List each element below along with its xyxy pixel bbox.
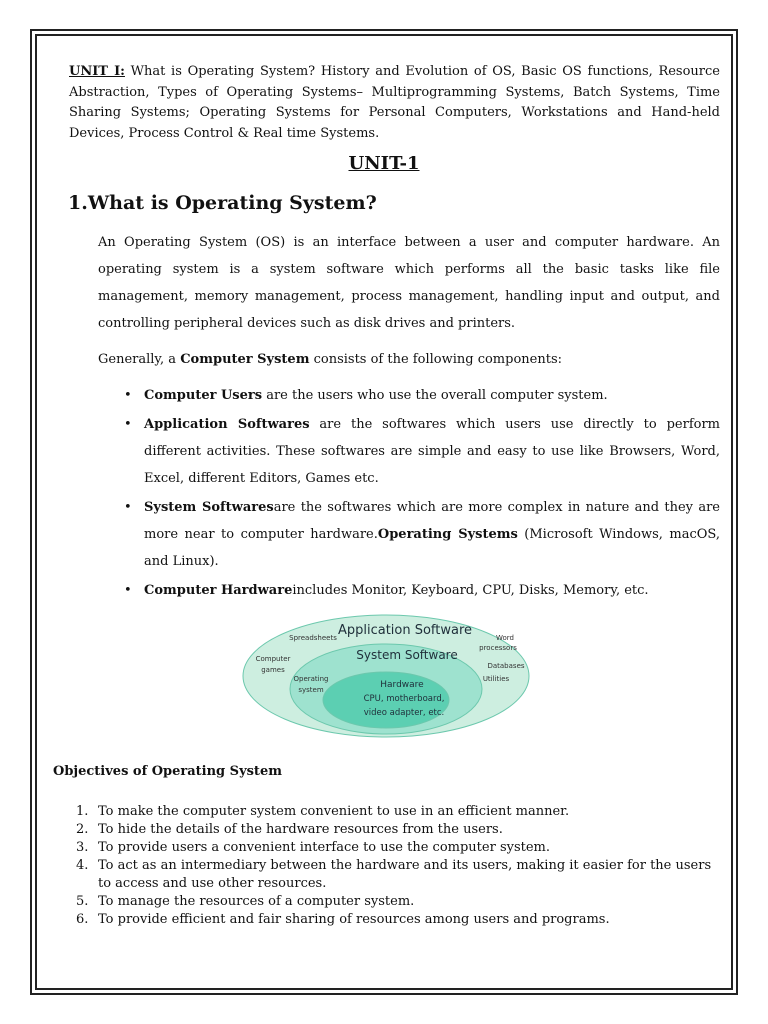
components-intro-pre: Generally, a [98, 352, 181, 367]
item-number: 3. [76, 840, 89, 855]
hardware-line-2: video adapter, etc. [363, 708, 445, 718]
games-label: games [261, 666, 285, 674]
component-text: are the users who use the overall computer system. [262, 388, 608, 403]
os-layers-diagram [240, 612, 532, 740]
list-item [98, 382, 720, 409]
objective-text: To make the computer system convenient to use in an efficient manner. [98, 804, 570, 819]
list-item [98, 577, 720, 604]
objective-text: To provide efficient and fair sharing of resources among users and programs. [98, 912, 610, 927]
component-text: includes Monitor, Keyboard, CPU, Disks, Memory, etc. [292, 583, 649, 598]
syllabus-text: What is Operating System? History and Evolution of OS, Basic OS functions, Resource Abstraction, Types of Operating Systems– Multiprogramming Systems, Batch Systems, Time Sharing Systems; Operating Systems for Personal Computers, Workstations and Hand-held Devices, Process Control & Real time Systems. [69, 64, 720, 141]
bullet-icon: • [124, 583, 132, 598]
component-term: Computer Hardware [144, 583, 293, 598]
section-title: 1.What is Operating System? [68, 192, 377, 214]
list-item [98, 494, 720, 575]
list-item [72, 893, 720, 911]
item-number: 5. [76, 894, 89, 909]
computer-label: Computer [255, 655, 291, 663]
objectives-title: Objectives of Operating System [53, 764, 282, 779]
list-item [72, 803, 720, 821]
component-text: are the softwares which users use directly to perform different activities. These softwares are simple and easy to use like Browsers, Word, Excel, different Editors, Games etc. [144, 417, 720, 486]
system-software-label: System Software [356, 648, 458, 662]
databases-label: Databases [487, 662, 525, 670]
system-label: system [298, 686, 324, 694]
objective-text: To manage the resources of a computer system. [98, 894, 415, 909]
hardware-label: Hardware [380, 680, 424, 690]
objective-text: To act as an intermediary between the hardware and its users, making it easier for the users to access and use other resources. [98, 858, 712, 891]
component-term: Computer Users [144, 388, 263, 403]
component-term: Application Softwares [144, 417, 310, 432]
processors-label: processors [479, 644, 517, 652]
intro-paragraph: An Operating System (OS) is an interface between a user and computer hardware. An operating system is a system software which performs all the basic tasks like file management, memory management, process management, handling input and output, and controlling peripheral devices such as disk drives and printers. [98, 235, 720, 331]
word-label: Word [496, 634, 514, 642]
operating-label: Operating [293, 675, 329, 683]
component-term: System Softwares [144, 500, 274, 515]
list-item [72, 911, 720, 929]
list-item [72, 857, 720, 893]
components-intro-post: consists of the following components: [309, 352, 562, 367]
syllabus-paragraph [69, 62, 720, 144]
components-list [98, 382, 720, 606]
item-number: 1. [76, 804, 89, 819]
component-text-2: (Microsoft Windows, macOS, and Linux). [144, 527, 720, 569]
bullet-icon: • [124, 417, 132, 432]
utilities-label: Utilities [482, 675, 510, 683]
list-item [72, 839, 720, 857]
bullet-icon: • [124, 500, 132, 515]
item-number: 4. [76, 858, 89, 873]
list-item [72, 821, 720, 839]
item-number: 6. [76, 912, 89, 927]
syllabus-lead: UNIT I: [69, 64, 125, 79]
unit-heading: UNIT-1 [348, 153, 420, 174]
objective-text: To provide users a convenient interface to use the computer system. [98, 840, 551, 855]
objective-text: To hide the details of the hardware resources from the users. [98, 822, 503, 837]
spreadsheets-label: Spreadsheets [289, 634, 337, 642]
objectives-list [72, 803, 720, 929]
hardware-line-1: CPU, motherboard, [363, 694, 445, 704]
item-number: 2. [76, 822, 89, 837]
components-intro [98, 346, 720, 373]
list-item [98, 411, 720, 492]
component-text: are the softwares which are more complex in nature and they are more near to computer hardware. [144, 500, 720, 542]
application-software-label: Application Software [337, 623, 473, 638]
component-term-2: Operating Systems [377, 527, 518, 542]
bullet-icon: • [124, 388, 132, 403]
components-intro-bold: Computer System [180, 352, 310, 367]
